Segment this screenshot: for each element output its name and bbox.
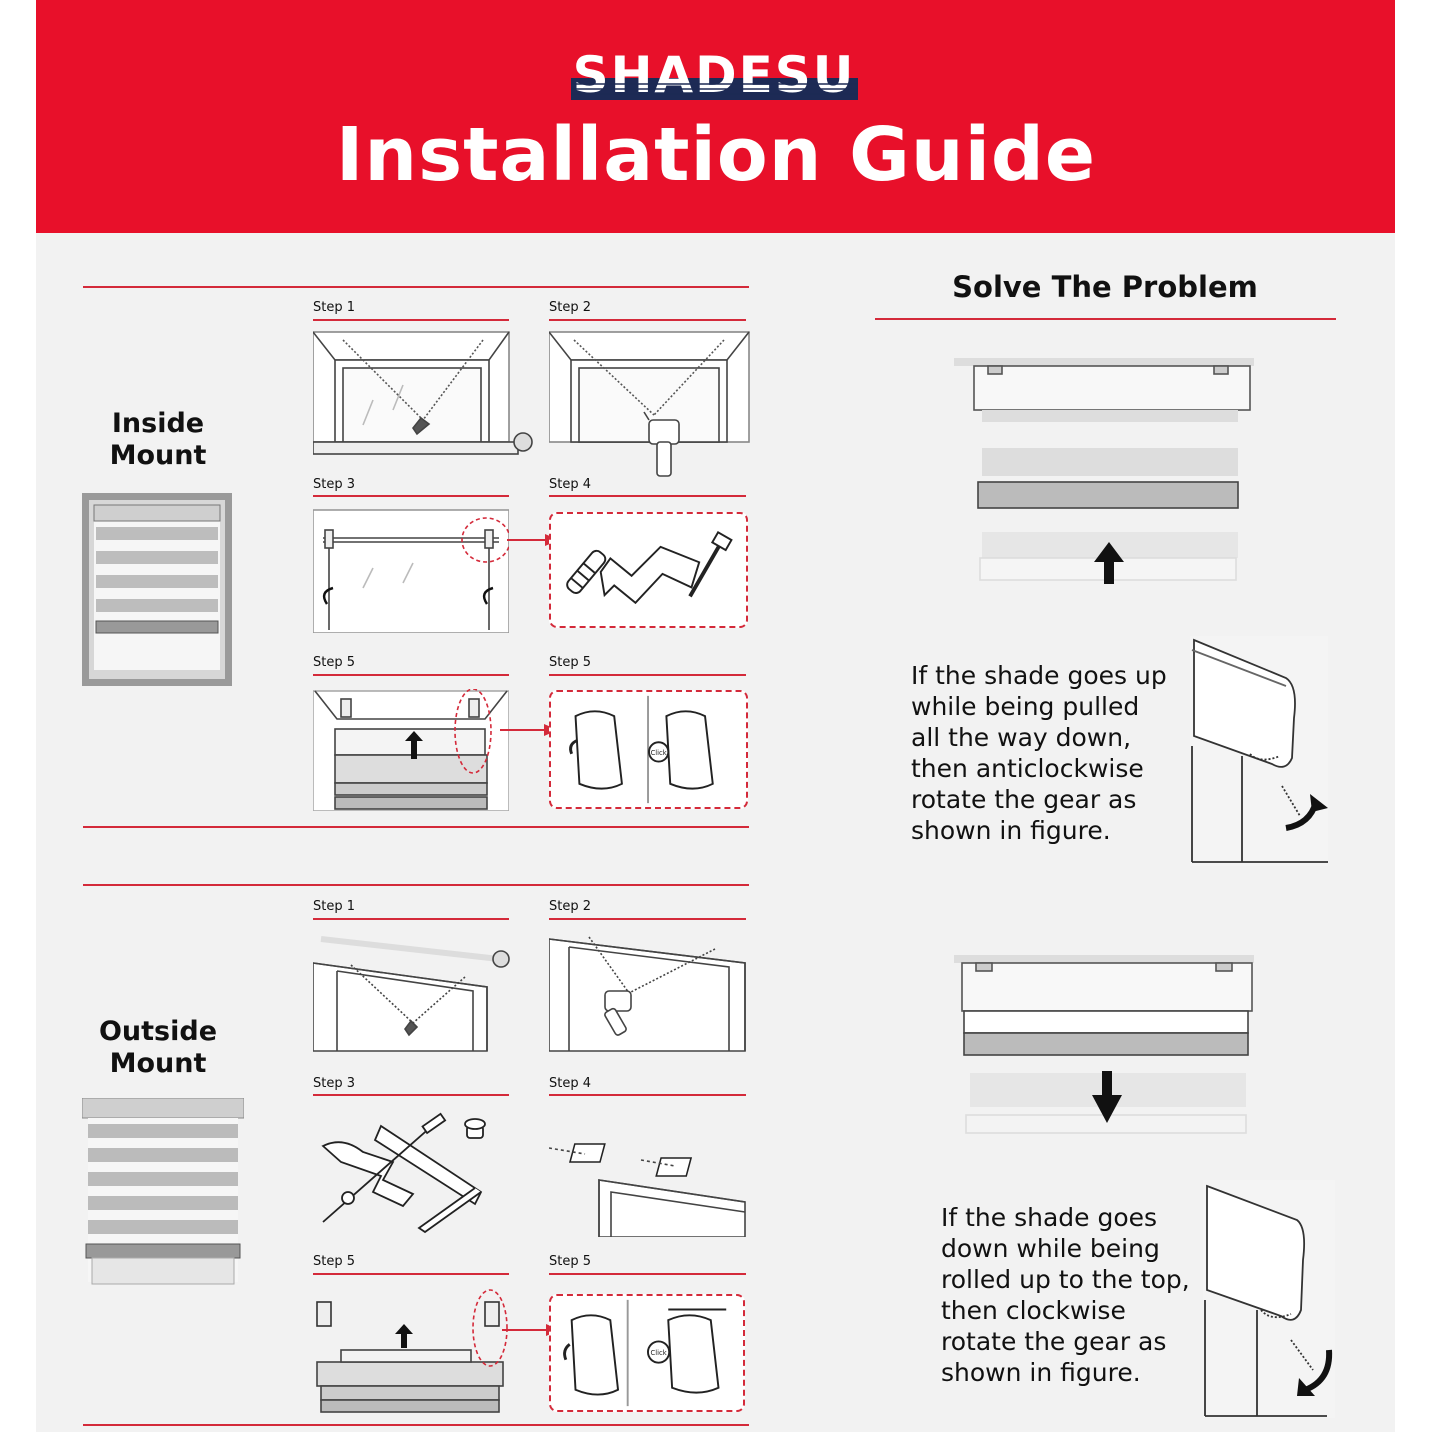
inside-step3-label: Step 3 xyxy=(313,477,356,492)
step-rule xyxy=(549,495,746,497)
gear-anticlockwise-illustration xyxy=(1190,636,1338,866)
outside-step3-label: Step 3 xyxy=(313,1076,356,1091)
inside-step4-label: Step 4 xyxy=(549,477,592,492)
outside-step2-figure xyxy=(549,931,749,1054)
outside-step4-figure xyxy=(549,1106,749,1237)
outside-step5-gear-detail xyxy=(549,1294,745,1412)
inside-step1-label: Step 1 xyxy=(313,300,356,315)
step-rule xyxy=(549,1094,746,1096)
inside-step2-label: Step 2 xyxy=(549,300,592,315)
inside-step3-figure xyxy=(313,508,509,633)
step-rule xyxy=(313,918,509,920)
step-rule xyxy=(313,495,509,497)
solve-title-rule xyxy=(875,318,1336,320)
section-rule xyxy=(83,286,749,288)
inside-step5b-label: Step 5 xyxy=(549,655,592,670)
outside-step2-label: Step 2 xyxy=(549,899,592,914)
outside-mount-label-line1: Outside xyxy=(98,1016,218,1047)
brand-logo xyxy=(571,48,858,100)
outside-step1-label: Step 1 xyxy=(313,899,356,914)
step-rule xyxy=(549,319,746,321)
step-rule xyxy=(549,918,746,920)
inside-step4-hardware-detail xyxy=(549,512,748,628)
inside-step5-gear-detail xyxy=(549,690,748,809)
gear-clockwise-illustration xyxy=(1203,1180,1343,1418)
step-rule xyxy=(549,1273,746,1275)
step-rule xyxy=(313,1273,509,1275)
outside-step5-figure xyxy=(313,1288,509,1413)
inside-mount-label-line1: Inside xyxy=(111,408,205,439)
inside-step5-figure xyxy=(313,689,509,811)
inside-mount-shade-illustration xyxy=(82,493,232,686)
step-rule xyxy=(549,674,746,676)
step-rule xyxy=(313,1094,509,1096)
outside-mount-label xyxy=(83,1016,233,1080)
section-rule xyxy=(83,826,749,828)
outside-step5a-label: Step 5 xyxy=(313,1254,356,1269)
problem1-text: If the shade goes up while being pulled all the way down, then anticlockwise rotate the gear as shown in figure. xyxy=(911,661,1167,845)
outside-step3-figure xyxy=(313,1106,513,1237)
inside-step1-figure xyxy=(313,330,538,458)
shade-down-illustration xyxy=(950,953,1256,1137)
inside-step5a-label: Step 5 xyxy=(313,655,356,670)
inside-step2-figure xyxy=(549,330,751,482)
step-rule xyxy=(313,319,509,321)
brand-logo-text: SHADESU xyxy=(572,48,856,100)
step-rule xyxy=(313,674,509,676)
outside-mount-label-line2: Mount xyxy=(109,1048,207,1079)
problem2-text: If the shade goes down while being rolled up to the top, then clockwise rotate the gear as shown in figure. xyxy=(941,1203,1190,1387)
outside-step4-label: Step 4 xyxy=(549,1076,592,1091)
outside-step5b-label: Step 5 xyxy=(549,1254,592,1269)
section-rule xyxy=(83,1424,749,1426)
click-badge-label: Click xyxy=(650,1348,667,1357)
section-rule xyxy=(83,884,749,886)
solve-problem-title: Solve The Problem xyxy=(952,270,1258,304)
shade-up-illustration xyxy=(950,356,1254,586)
page-title: Installation Guide xyxy=(335,112,1097,198)
click-badge-label: Click xyxy=(650,748,667,757)
outside-step1-figure xyxy=(313,931,513,1054)
outside-mount-shade-illustration xyxy=(82,1098,244,1288)
inside-mount-label-line2: Mount xyxy=(109,440,207,471)
inside-mount-label xyxy=(83,408,233,472)
